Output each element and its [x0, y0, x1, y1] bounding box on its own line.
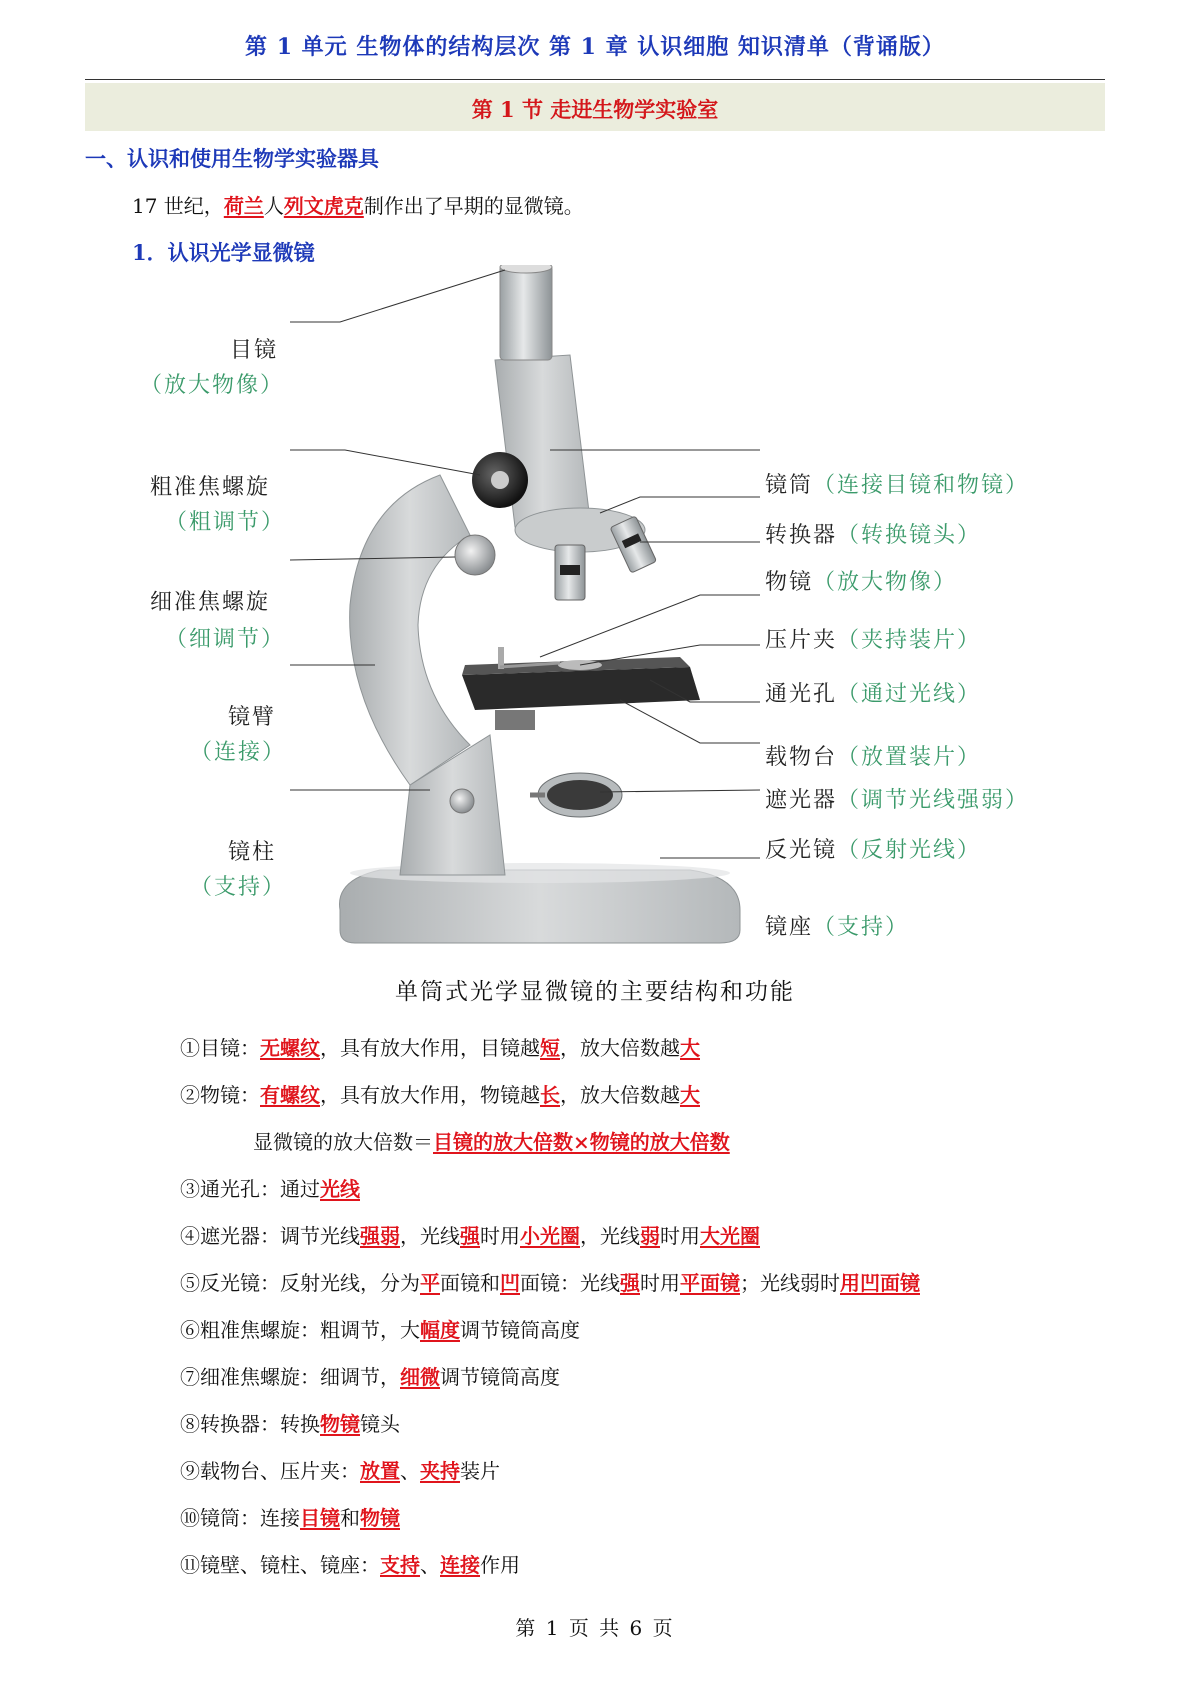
list-item: ⑨载物台、压片夹：放置、夹持装片 [180, 1459, 500, 1483]
label-diaphragm: 遮光器（调节光线强弱） [765, 788, 1030, 813]
part-heading: 一、认识和使用生物学实验器具 [85, 146, 379, 171]
label-nosepiece: 转换器（转换镜头） [765, 523, 982, 548]
key-term: 列文虎克 [283, 194, 364, 218]
label-arm-function: （连接） [190, 740, 287, 765]
label-coarse-focus-function: （粗调节） [165, 510, 286, 535]
section-title: 第 1 节 走进生物学实验室 [471, 97, 719, 122]
list-item: ⑧转换器：转换物镜镜头 [180, 1412, 400, 1436]
label-pillar: 镜柱 [228, 840, 277, 865]
page-footer: 第 1 页 共 6 页 [515, 1616, 675, 1640]
list-item: ②物镜：有螺纹，具有放大作用，物镜越长，放大倍数越大 [180, 1083, 700, 1107]
list-item: ④遮光器：调节光线强弱，光线强时用小光圈，光线弱时用大光圈 [180, 1224, 760, 1248]
label-fine-focus: 细准焦螺旋 [150, 590, 271, 615]
label-objective: 物镜（放大物像） [765, 570, 958, 595]
list-item: ③通光孔：通过光线 [180, 1177, 360, 1201]
list-item: ⑩镜筒：连接目镜和物镜 [180, 1506, 400, 1530]
list-item: ⑦细准焦螺旋：细调节，细微调节镜筒高度 [180, 1365, 560, 1389]
label-stage: 载物台（放置装片） [765, 745, 982, 770]
label-fine-focus-function: （细调节） [165, 627, 286, 652]
key-term: 荷兰 [223, 194, 264, 218]
list-item: ⑤反光镜：反射光线，分为平面镜和凹面镜：光线强时用平面镜；光线弱时用凹面镜 [180, 1271, 920, 1295]
intro-paragraph: 17 世纪，荷兰人列文虎克制作出了早期的显微镜。 [132, 194, 584, 218]
magnification-formula: 显微镜的放大倍数＝目镜的放大倍数×物镜的放大倍数 [253, 1130, 730, 1154]
label-pillar-function: （支持） [190, 875, 287, 900]
label-eyepiece: 目镜 [230, 338, 279, 363]
label-body-tube: 镜筒（连接目镜和物镜） [765, 473, 1030, 498]
label-aperture: 通光孔（通过光线） [765, 682, 982, 707]
figure-caption: 单筒式光学显微镜的主要结构和功能 [395, 979, 795, 1005]
list-item: ①目镜：无螺纹，具有放大作用，目镜越短，放大倍数越大 [180, 1036, 700, 1060]
label-stage-clip: 压片夹（夹持装片） [765, 628, 982, 653]
label-base: 镜座（支持） [765, 915, 910, 940]
document-title: 第 1 单元 生物体的结构层次 第 1 章 认识细胞 知识清单（背诵版） [245, 34, 945, 60]
sub-heading: 1．认识光学显微镜 [132, 240, 315, 265]
list-item: ⑥粗准焦螺旋：粗调节，大幅度调节镜筒高度 [180, 1318, 580, 1342]
label-mirror: 反光镜（反射光线） [765, 838, 982, 863]
title-divider [85, 79, 1105, 80]
label-arm: 镜臂 [228, 705, 277, 730]
label-coarse-focus: 粗准焦螺旋 [150, 475, 271, 500]
list-item: ⑪镜壁、镜柱、镜座：支持、连接作用 [180, 1553, 520, 1577]
label-eyepiece-function: （放大物像） [140, 373, 285, 398]
